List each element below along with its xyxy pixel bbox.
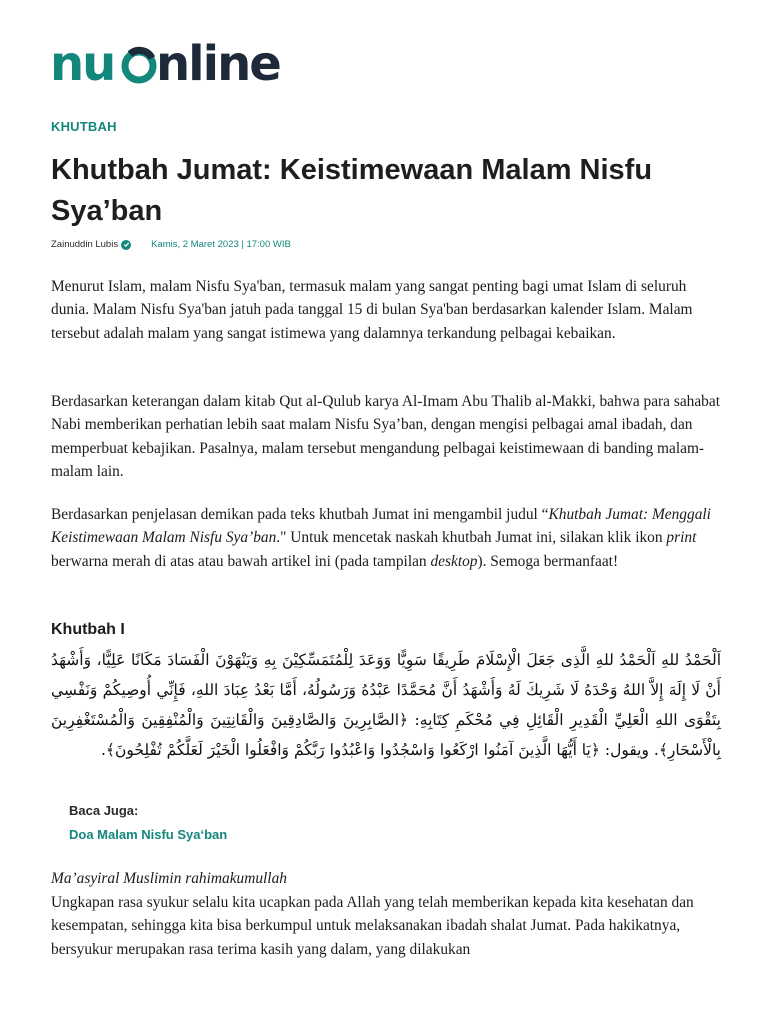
p3-khutbah-title: Khutbah Jumat: Menggali Keistimewaan Malam Nisfu Sya’ban [51, 506, 711, 547]
p3-text-d: ). Semoga bermanfaat! [477, 552, 619, 570]
p3-desktop-word: desktop [430, 552, 478, 570]
p3-text-b: ." Untuk mencetak naskah khutbah Jumat ini, silakan klik ikon [276, 529, 667, 547]
greeting-line: Ma’asyiral Muslimin rahimakumullah [51, 870, 287, 887]
read-also-label: Baca Juga: [69, 803, 139, 818]
nuonline-logo-icon [50, 40, 310, 90]
article-category[interactable]: KHUTBAH [51, 119, 117, 134]
read-also-link[interactable]: Doa Malam Nisfu Sya‘ban [69, 827, 228, 842]
p3-text-c: berwarna merah di atas atau bawah artikel ini (pada tampilan [51, 552, 431, 570]
svg-text:nu: nu [50, 40, 115, 90]
paragraph-print-info [51, 503, 723, 573]
author-name[interactable]: Zainuddin Lubis [51, 239, 119, 250]
publish-date: Kamis, 2 Maret 2023 | 17:00 WIB [151, 239, 291, 250]
article-title: Khutbah Jumat: Keistimewaan Malam Nisfu Sya’ban [51, 154, 653, 227]
paragraph-gratitude: Ungkapan rasa syukur selalu kita ucapkan pada Allah yang telah memberikan kepada kita kesehatan dan kesempatan, sehingga kita bisa berkumpul untuk melaksanakan ibadah shalat Jumat. Pada hakikatnya, bersyukur merupakan rasa terima kasih yang dalam, yang dilakukan [51, 894, 694, 958]
p3-text-a: Berdasarkan penjelasan demikan pada teks khutbah Jumat ini mengambil judul “ [51, 506, 549, 523]
article-meta [51, 239, 291, 250]
paragraph-intro: Menurut Islam, malam Nisfu Sya'ban, termasuk malam yang sangat penting bagi umat Islam di seluruh dunia. Malam Nisfu Sya'ban jatuh pada tanggal 15 di bulan Sya'ban berdasarkan kalender Islam. Malam tersebut adalah malam yang sangat istimewa yang dalamnya terkandung pelbagai kebaikan. [51, 278, 693, 342]
arabic-text: اَلْحَمْدُ للهِ اَلْحَمْدُ للهِ الَّذِى جَعَلَ الْإِسْلَامَ طَرِيقًا سَوِيًّا وَوَعَدَ لِلْمُتَمَسِّكِيْنَ بِهِ وَيَنْهَوْنَ الْفَسَادَ مَكَانًا عَلِيًّا، وَأَشْهَدُ أَنْ لَا إِلَهَ إِلاَّ اللهُ وَحْدَهُ لَا شَرِيكَ لَهُ وَأَشْهَدُ أَنَّ مُحَمَّدًا عَبْدُهُ وَرَسُولُهُ، أَمَّا بَعْدُ عِبَادَ اللهِ، فَإِنِّي أُوصِيكُمْ وَنَفْسِي بِتَقْوَى اللهِ الْعَلِيِّ الْقَدِيرِ الْقَائِلِ فِي مُحْكَمِ كِتَابِهِ: ﴿الصَّابِرِينَ وَالصَّادِقِينَ وَالْقَانِتِينَ وَالْمُنْفِقِينَ وَالْمُسْتَغْفِرِينَ بِالْأَسْحَارِ﴾. ويقول: ﴿يَا أَيُّهَا الَّذِينَ آمَنُوا ارْكَعُوا وَاسْجُدُوا وَاعْبُدُوا رَبَّكُمْ وَافْعَلُوا الْخَيْرَ لَعَلَّكُمْ تُفْلِحُونَ﴾. [51, 651, 721, 759]
svg-text:nline: nline [156, 40, 280, 90]
verified-check-icon [121, 240, 131, 250]
section-heading-khutbah-1: Khutbah I [51, 621, 125, 638]
paragraph-background: Berdasarkan keterangan dalam kitab Qut al-Qulub karya Al-Imam Abu Thalib al-Makki, bahwa para sahabat Nabi memberikan perhatian lebih saat malam Nisfu Sya’ban, dengan mengisi pelbagai amal ibadah, dan memperbuat kebajikan. Pasalnya, malam tersebut mengandung pelbagai keistimewaan di banding malam-malam lain. [51, 393, 720, 481]
p3-print-word: print [666, 529, 697, 547]
nuonline-logo[interactable] [50, 40, 310, 90]
